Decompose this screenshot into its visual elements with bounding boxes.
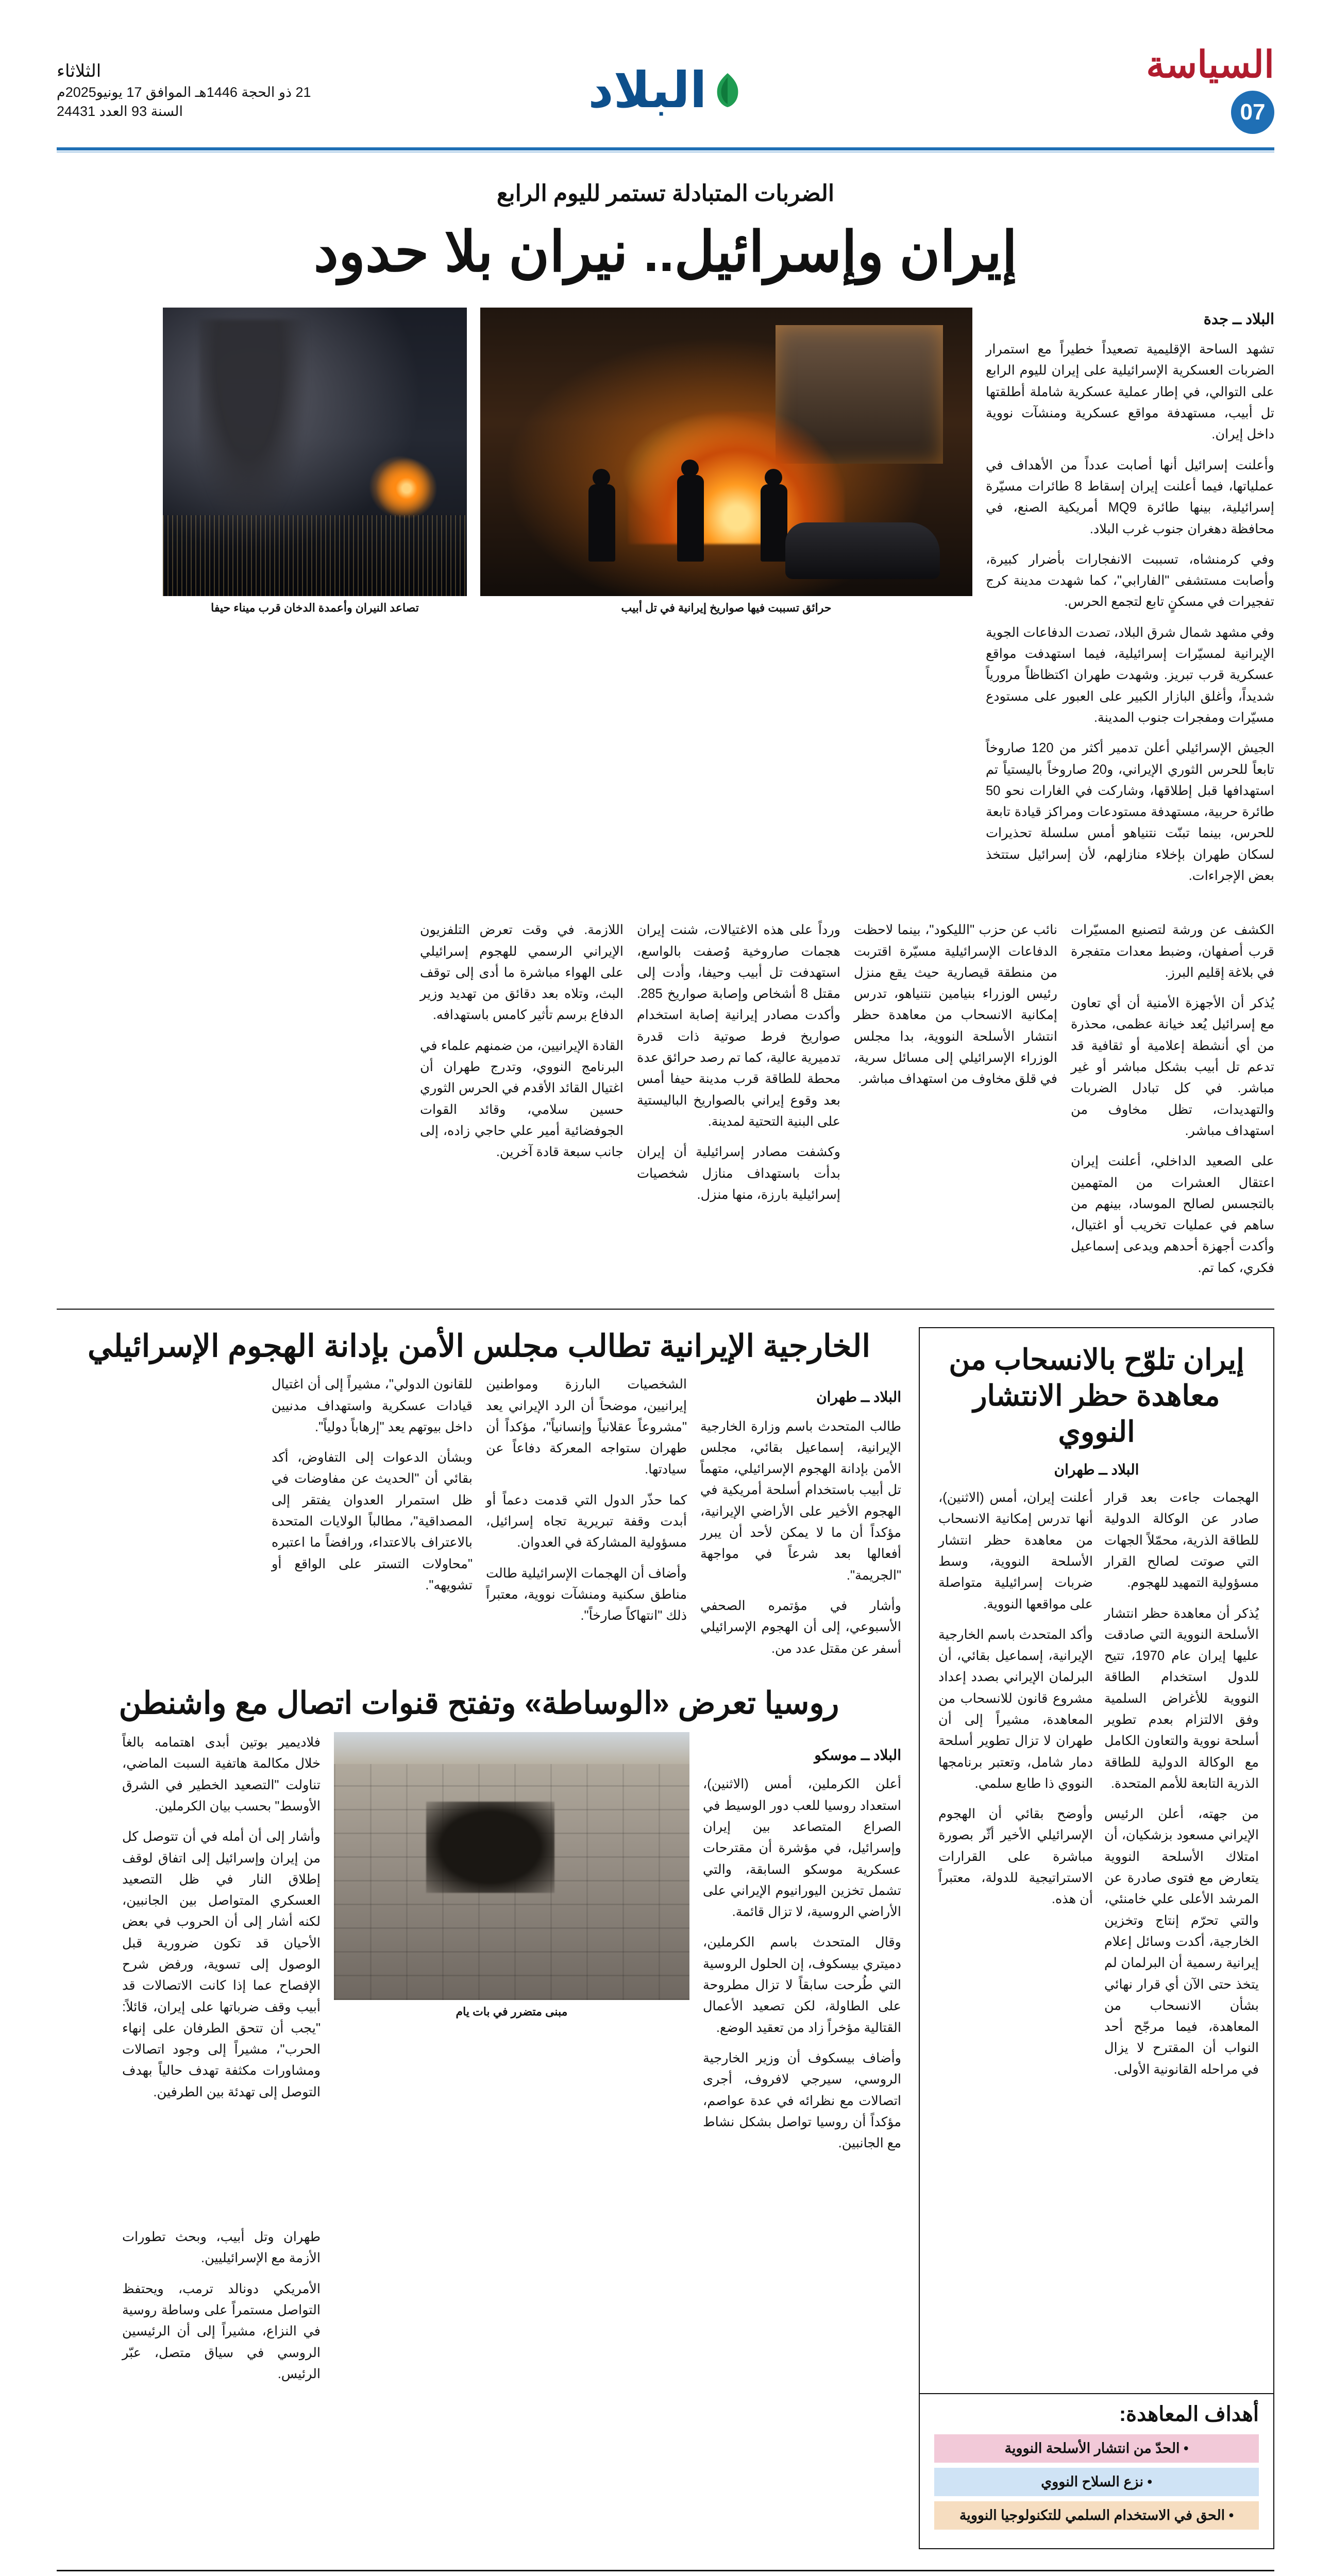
continuation-column (420, 920, 624, 1172)
treaty-goals-box (919, 2389, 1274, 2549)
article-russia-column (703, 1732, 901, 2163)
section-title: السياسة (1146, 44, 1274, 86)
lead-byline: البلاد ــ جدة (1203, 311, 1274, 328)
article-unsc-byline: البلاد ــ طهران (816, 1389, 901, 1405)
lead-paragraph: وفي مشهد شمال شرق البلاد، تصدت الدفاعات الجوية الإيرانية لمسيّرات إسرائيلية، فيما استهدفت مواقع عسكرية قرب تبريز. وشهدت طهران اكتظاظاً مرورياً شديداً، وأغلق البازار الكبير على العبور على مستودع مسيّرات ومفجرات جنوب المدينة. (986, 625, 1274, 725)
lead-paragraph: تشهد الساحة الإقليمية تصعيداً خطيراً مع استمرار الضربات العسكرية الإسرائيلية على إيران لليوم الرابع على التوالي، في إطار عملية عسكرية شاملة أطلقتها تل أبيب، مستهدفة مواقع عسكرية ومنشآت نووية داخل إيران. (986, 342, 1274, 442)
continuation-paragraph: ورداً على هذه الاغتيالات، شنت إيران هجمات صاروخية وُصفت بالواسع، استهدفت تل أبيب وحيفا، وأدت إلى مقتل 8 أشخاص وإصابة صواريخ 285. وأكدت مصادر إيرانية إصابة استخدام صواريخ فرط صوتية ذات قدرة تدميرية عالية، كما تم رصد حرائق عدة محطة للطاقة قرب مدينة حيفا أمس بعد وقوع إيراني بالصواريخ الباليستية على البنية التحتية لمدينة. (637, 923, 840, 1129)
section-divider (57, 1309, 1274, 1310)
paragraph: وأكد المتحدث باسم الخارجية الإيرانية، إسماعيل بقائي، أن البرلمان الإيراني بصدد إعداد مشروع قانون للانسحاب من المعاهدة، مشيراً إلى أن طهران لا تزال تطوير أسلحة دمار شامل، وتعتبر برنامجها النووي ذا طابع سلمي. (938, 1627, 1093, 1791)
lead-continuation-columns (57, 920, 1274, 1288)
article-unsc-headline: الخارجية الإيرانية تطالب مجلس الأمن بإدانة الهجوم الإسرائيلي (88, 1329, 870, 1364)
logo-text: البلاد (588, 61, 707, 119)
goals-band (57, 2389, 1274, 2549)
article-russia-headline: روسيا تعرض «الوساطة» وتفتح قنوات اتصال مع واشنطن (119, 1685, 839, 1720)
paragraph: فلاديمير بوتين أبدى اهتمامه بالغاً خلال مكالمة هاتفية السبت الماضي، تناولت "التصعيد الخطير في الشرق الأوسط" بحسب بيان الكرملين. (122, 1735, 321, 1814)
article-russia-photo-caption: مبنى متضرر في بات يام (456, 2005, 568, 2019)
photo-damaged-building-bat-yam (334, 1732, 689, 2000)
continuation-paragraph: يُذكر أن الأجهزة الأمنية أن أي تعاون مع إسرائيل يُعد خيانة عظمى، محذرة من أي أنشطة إعلامية أو ثقافية قد تدعم تل أبيب بشكل مباشر أو غير مباشر. في كل تبادل الضربات والتهديدات، تظل مخاوف من استهداف مباشر. (1071, 996, 1274, 1138)
newspaper-logo (325, 61, 1006, 119)
lead-photo-2-wrap (480, 308, 972, 615)
article-russia (57, 1684, 901, 2394)
treaty-goal-item: • الحدّ من انتشار الأسلحة النووية (934, 2434, 1259, 2463)
article-unsc (57, 1327, 901, 1669)
paragraph: الهجمات جاءت بعد قرار صادر عن الوكالة الدولية للطاقة الذرية، محمّلاً الجهات التي صوتت لصالح القرار مسؤولية التمهيد للهجوم. (1104, 1490, 1259, 1590)
lead-photo-2-caption: حرائق تسببت فيها صواريخ إيرانية في تل أبيب (621, 601, 832, 615)
paragraph: وأشار إلى أن أمله في أن تتوصل كل من إيران وإسرائيل إلى اتفاق لوقف إطلاق النار في ظل التصعيد العسكري المتواصل بين الجانبين، لكنه أشار إلى أن الحروب في بعض الأحيان قد تكون ضرورية قبل الوصول إلى تسوية، ورفض شرح الإفصاح عما إذا كانت الاتصالات قد أبيب وقف ضرباتها على إيران، قائلاً: "يجب أن تتحق الطرفان على إنهاء الحرب"، مشيراً إلى وجود اتصالات ومشاورات مكثفة تهدف حالياً بهدف التوصل إلى تهدئة بين الطرفين. (122, 1829, 321, 2099)
paragraph: طهران وتل أبيب، وبحث تطورات الأزمة مع الإسرائيليين. (122, 2230, 321, 2266)
lead-photo-1-caption: تصاعد النيران وأعمدة الدخان قرب ميناء حيفا (211, 601, 419, 615)
lead-photo-1-wrap (163, 308, 467, 615)
middle-zone (57, 1327, 1274, 2394)
lead-photo-haifa-smoke (163, 308, 467, 596)
lead-kicker: الضربات المتبادلة تستمر لليوم الرابع (496, 181, 835, 206)
article-russia-photo-wrap (334, 1732, 689, 2019)
weekday: الثلاثاء (57, 61, 102, 81)
paragraph: طالب المتحدث باسم وزارة الخارجية الإيرانية، إسماعيل بقائي، مجلس الأمن بإدانة الهجوم الإسرائيلي، متهماً تل أبيب باستخدام أسلحة أمريكية في الهجوم الأخير على الأراضي الإيرانية، مؤكداً أن ما لا يمكن لأحد أن يبرر أفعالها بعد شرعاً في مواجهة "الجريمة". (700, 1419, 901, 1583)
continuation-column (1071, 920, 1274, 1288)
lead-paragraph: وفي كرمنشاه، تسببت الانفجارات بأضرار كبيرة، وأصابت مستشفى "الفارابي"، كما شهدت مدينة كرج تفجيرات في مسكنٍ تابع لتجمع الحرس. (986, 552, 1274, 609)
article-nuclear-column (1104, 1487, 1259, 2090)
paragraph: للقانون الدولي"، مشيراً إلى أن اغتيال قيادات عسكرية واستهداف مدنيين داخل بيوتهم يعد "إرهاباً دولياً". (272, 1377, 473, 1434)
issue-number: السنة 93 العدد 24431 (57, 104, 183, 119)
continuation-paragraph: القادة الإيرانيين، من ضمنهم علماء في البرنامج النووي، وتدرج طهران أن اغتيال القائد الأقدم في الحرس الثوري حسين سلامي، وقائد القوات الجوفضائية أمير علي حاجي زاده، إلى جانب سبعة قادة آخرين. (420, 1038, 624, 1160)
article-nuclear-byline: البلاد ــ طهران (1054, 1462, 1139, 1478)
logo-mark-icon (712, 72, 743, 108)
lead-headline: إيران وإسرائيل.. نيران بلا حدود (313, 221, 1018, 283)
lead-paragraph: الجيش الإسرائيلي أعلن تدمير أكثر من 120 صاروخاً تابعاً للحرس الثوري الإيراني، و20 صاروخاً باليستياً تم استهدافها قبل إطلاقها، وشاركت في الغارات نحو 50 طائرة حربية، مستهدفة مستودعات ومراكز قيادة تابعة للحرس، بينما تبنّت نتنياهو أمس سلسلة تحذيرات لسكان طهران بإخلاء منازلهم، لأن إسرائيل ستتخذ بعض الإجراءات. (986, 741, 1274, 883)
middle-right-zone (57, 1327, 901, 2394)
treaty-goals-title: أهداف المعاهدة: (1119, 2403, 1259, 2426)
treaty-goal-item: • الحق في الاستخدام السلمي للتكنولوجيا النووية (934, 2501, 1259, 2530)
paragraph: وأوضح بقائي أن الهجوم الإسرائيلي الأخير أثّر بصورة مباشرة على القرارات الاستراتيجية للدولة، معتبراً أن هذه. (938, 1807, 1093, 1907)
section-title-block (1006, 46, 1274, 134)
article-unsc-column (486, 1374, 687, 1636)
article-russia-byline: البلاد ــ موسكو (814, 1747, 901, 1764)
paragraph: الشخصيات البارزة ومواطنين إيرانيين، موضحاً أن الرد الإيراني يعد "مشروعاً عقلانياً وإنسانياً"، مؤكداً أن طهران ستواجه المعركة دفاعاً عن سيادتها. (486, 1377, 687, 1477)
paragraph: أعلنت إيران، أمس (الاثنين)، أنها تدرس إمكانية الانسحاب من معاهدة حظر انتشار الأسلحة النووية، وسط ضربات إسرائيلية متواصلة على مواقعها النووية. (938, 1490, 1093, 1612)
lead-grid (57, 308, 1274, 896)
lead-photo-tel-aviv-fire (480, 308, 972, 596)
paragraph: وأشار في مؤتمره الصحفي الأسبوعي، إلى أن الهجوم الإسرائيلي أسفر عن مقتل عدد من. (700, 1598, 901, 1656)
paragraph: كما حذّر الدول التي قدمت دعماً أو أبدت وقفة تبريرية تجاه إسرائيل، مسؤولية المشاركة في العدوان. (486, 1493, 687, 1550)
paragraph: وأضاف بيسكوف أن وزير الخارجية الروسي، سيرجي لافروف، أجرى اتصالات مع نظرائه في عدة عواصم، مؤكداً أن روسيا تواصل بشكل نشاط مع الجانبين. (703, 2050, 901, 2151)
continuation-column (854, 920, 1057, 1099)
continuation-paragraph: الكشف عن ورشة لتصنيع المسيّرات قرب أصفهان، وضبط معدات متفجرة في بلاغة إقليم البرز. (1071, 923, 1274, 980)
article-nuclear-withdrawal (919, 1327, 1274, 2394)
continuation-column (637, 920, 840, 1215)
hijri-gregorian-date: 21 ذو الحجة 1446هـ الموافق 17 يونيو2025م (57, 84, 311, 100)
page-number-badge: 07 (1231, 91, 1274, 134)
continuation-paragraph: وكشفت مصادر إسرائيلية أن إيران بدأت باستهداف منازل شخصيات إسرائيلية بارزة، منها منزل. (637, 1145, 840, 1202)
article-nuclear-column (938, 1487, 1093, 1920)
paragraph: الأمريكي دونالد ترمب، ويحتفظ التواصل مستمراً على وساطة روسية في النزاع، مشيراً إلى أن الرئيسين الروسي في سياق متصل، عبّر الرئيس. (122, 2281, 321, 2381)
paragraph: يُذكر أن معاهدة حظر انتشار الأسلحة النووية التي صادقت عليها إيران عام 1970، تتيح للدول استخدام الطاقة النووية للأغراض السلمية وفق الالتزام بعدم تطوير أسلحة نووية والتعاون الكامل مع الوكالة الدولية للطاقة الذرية التابعة للأمم المتحدة. (1104, 1606, 1259, 1791)
paragraph: وأضاف أن الهجمات الإسرائيلية طالت مناطق سكنية ومنشآت نووية، معتبراً ذلك "انتهاكاً صارخاً". (486, 1566, 687, 1623)
lead-paragraph: وأعلنت إسرائيل أنها أصابت عدداً من الأهداف في عملياتها، فيما أعلنت إيران إسقاط 8 طائرات مسيّرة إسرائيلية، بينها طائرة MQ9 أمريكية الصنع، في محافظة دهغران جنوب غرب البلاد. (986, 457, 1275, 536)
continuation-paragraph: اللازمة. في وقت تعرض التلفزيون الإيراني الرسمي للهجوم إسرائيلي على الهواء مباشرة ما أدى إلى توقف البث، وتلاه بعد دقائق من تهديد وزير الدفاع برسم تأثير كامس باستهدافه. (420, 923, 624, 1023)
article-unsc-column (700, 1374, 901, 1669)
continuation-paragraph: على الصعيد الداخلي، أعلنت إيران اعتقال العشرات من المتهمين بالتجسس لصالح الموساد، بينهم من ساهم في عمليات تخريب أو اغتيال، وأكدت أجهزة أحدهم ويدعى إسماعيل فكري، كما تم. (1071, 1154, 1274, 1275)
masthead-divider (57, 147, 1274, 152)
article-nuclear-third-column (272, 1374, 473, 1605)
article-russia-column (122, 1732, 321, 2394)
article-nuclear-headline: إيران تلوّح بالانسحاب من معاهدة حظر الانتشار النووي (949, 1343, 1244, 1448)
date-block (57, 61, 325, 120)
section-divider (57, 2570, 1274, 2571)
paragraph: وبشأن الدعوات إلى التفاوض، أكد بقائي أن "الحديث عن مفاوضات في ظل استمرار العدوان يفتقر إلى المصداقية"، مطالباً الولايات المتحدة بالاعتراف بالاعتداء، ورافضاً ما اعتبره "محاولات التستر على الواقع أو تشويهه". (272, 1450, 473, 1592)
masthead (0, 0, 1331, 134)
treaty-goal-item: • نزع السلاح النووي (934, 2468, 1259, 2496)
paragraph: أعلن الكرملين، أمس (الاثنين)، استعداد روسيا للعب دور الوسيط في الصراع المتصاعد بين إيران وإسرائيل، في مؤشرة أن مقترحات عسكرية موسكو السابقة، والتي تشمل تخزين اليورانيوم الإيراني على الأراضي الروسية، لا تزال قائمة. (703, 1777, 901, 1920)
lead-text-column (986, 308, 1274, 896)
paragraph: وقال المتحدث باسم الكرملين، دميتري بيسكوف، إن الحلول الروسية التي طُرحت سابقاً لا تزال مطروحة على الطاولة، لكن تصعيد الأعمال القتالية مؤخراً زاد من تعقيد الوضع. (703, 1935, 901, 2035)
continuation-paragraph: نائب عن حزب "الليكود"، بينما لاحظت الدفاعات الإسرائيلية مسيّرة اقتربت من منطقة قيصارية حيث يقع منزل رئيس الوزراء بنيامين نتنياهو، تدرس إمكانية الانسحاب من معاهدة حظر انتشار الأسلحة النووية، بدا مجلس الوزراء الإسرائيلي إلى مسائل سرية، في قلق مخاوف من استهداف مباشر. (854, 923, 1057, 1087)
paragraph: من جهته، أعلن الرئيس الإيراني مسعود بزشكيان، أن امتلاك الأسلحة النووية يتعارض مع فتوى صادرة عن المرشد الأعلى علي خامنئي، والتي تحرّم إنتاج وتخزين الخارجية، أكدت وسائل إعلام إيرانية رسمية أن البرلمان لم يتخذ حتى الآن أي قرار نهائي بشأن الانسحاب من المعاهدة، فيما مرجّح أحد النواب أن المقترح لا يزال في مراحله القانونية الأولى. (1104, 1807, 1259, 2077)
